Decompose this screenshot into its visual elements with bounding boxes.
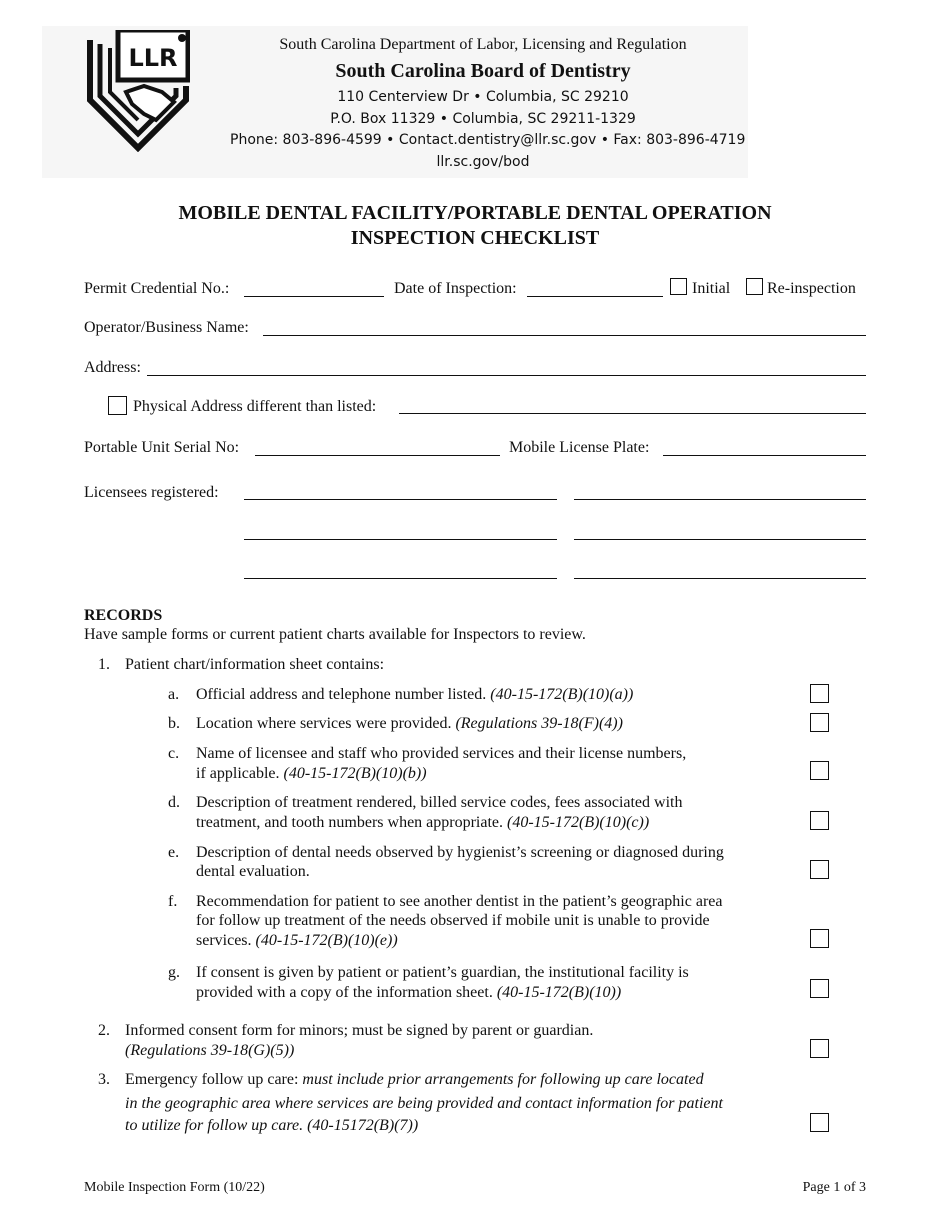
item-number: 3.	[98, 1071, 110, 1088]
sub-item-letter: d.	[168, 794, 180, 811]
item-text: Emergency follow up care: must include prior arrangements for following up care located	[125, 1071, 704, 1088]
serial-input[interactable]	[255, 455, 500, 456]
sub-item-text: treatment, and tooth numbers when appropriate. (40-15-172(B)(10)(c))	[196, 814, 650, 831]
licensee-input[interactable]	[244, 578, 557, 579]
sub-item-text: Recommendation for patient to see another dentist in the patient’s geographic area	[196, 893, 723, 910]
contact-info: Phone: 803-896-4599 • Contact.dentistry@llr.sc.gov • Fax: 803-896-4719	[230, 132, 746, 148]
address-input[interactable]	[147, 375, 866, 376]
sub-item-letter: g.	[168, 964, 180, 981]
check-a-checkbox[interactable]	[810, 684, 829, 703]
item-text: to utilize for follow up care. (40-15172(B)(7))	[125, 1117, 419, 1134]
form-id: Mobile Inspection Form (10/22)	[84, 1180, 265, 1195]
operator-label: Operator/Business Name:	[84, 319, 249, 336]
sub-item-text: for follow up treatment of the needs observed if mobile unit is unable to provide	[196, 912, 710, 929]
date-label: Date of Inspection:	[394, 280, 517, 297]
street-address: 110 Centerview Dr • Columbia, SC 29210	[337, 89, 629, 105]
initial-label: Initial	[692, 280, 731, 297]
permit-input[interactable]	[244, 296, 384, 297]
initial-checkbox[interactable]	[670, 278, 687, 295]
form-title-line1: MOBILE DENTAL FACILITY/PORTABLE DENTAL OPERATION	[178, 202, 772, 224]
form-title-line2: INSPECTION CHECKLIST	[350, 227, 600, 249]
item-number: 1.	[98, 656, 110, 673]
records-intro: Have sample forms or current patient charts available for Inspectors to review.	[84, 626, 586, 643]
item-text: Informed consent form for minors; must be signed by parent or guardian.	[125, 1022, 594, 1039]
reinspection-checkbox[interactable]	[746, 278, 763, 295]
logo-text: LLR	[128, 44, 178, 72]
licensee-input[interactable]	[574, 539, 866, 540]
sub-item-letter: b.	[168, 715, 180, 732]
sub-item-text: Official address and telephone number listed. (40-15-172(B)(10)(a))	[196, 686, 634, 703]
physical-address-input[interactable]	[399, 413, 866, 414]
check-g-checkbox[interactable]	[810, 979, 829, 998]
address-label: Address:	[84, 359, 141, 376]
sub-item-letter: e.	[168, 844, 180, 861]
records-heading: RECORDS	[84, 607, 163, 624]
check-item2-checkbox[interactable]	[810, 1039, 829, 1058]
plate-input[interactable]	[663, 455, 866, 456]
licensee-input[interactable]	[574, 578, 866, 579]
sub-item-letter: f.	[168, 893, 178, 910]
physical-address-checkbox[interactable]	[108, 396, 127, 415]
check-d-checkbox[interactable]	[810, 811, 829, 830]
check-e-checkbox[interactable]	[810, 860, 829, 879]
item-text: Patient chart/information sheet contains:	[125, 656, 385, 673]
permit-label: Permit Credential No.:	[84, 280, 230, 297]
licensees-label: Licensees registered:	[84, 484, 219, 501]
operator-input[interactable]	[263, 335, 866, 336]
sub-item-text: if applicable. (40-15-172(B)(10)(b))	[196, 765, 427, 782]
item-number: 2.	[98, 1022, 110, 1039]
item-text: in the geographic area where services are being provided and contact information for patient	[125, 1095, 723, 1112]
sub-item-text: If consent is given by patient or patient’s guardian, the institutional facility is	[196, 964, 689, 981]
po-box-address: P.O. Box 11329 • Columbia, SC 29211-1329	[330, 111, 636, 127]
serial-label: Portable Unit Serial No:	[84, 439, 240, 456]
website: llr.sc.gov/bod	[436, 154, 530, 170]
licensee-input[interactable]	[244, 539, 557, 540]
sub-item-text: provided with a copy of the information sheet. (40-15-172(B)(10))	[196, 984, 622, 1001]
sub-item-text: Name of licensee and staff who provided services and their license numbers,	[196, 745, 687, 762]
reinspection-label: Re-inspection	[767, 280, 856, 297]
llr-logo	[86, 30, 190, 152]
check-b-checkbox[interactable]	[810, 713, 829, 732]
licensee-input[interactable]	[574, 499, 866, 500]
sub-item-text: Description of dental needs observed by hygienist’s screening or diagnosed during	[196, 844, 724, 861]
check-item3-checkbox[interactable]	[810, 1113, 829, 1132]
sub-item-text: Location where services were provided. (Regulations 39-18(F)(4))	[196, 715, 623, 732]
check-f-checkbox[interactable]	[810, 929, 829, 948]
sub-item-letter: c.	[168, 745, 180, 762]
sub-item-text: services. (40-15-172(B)(10)(e))	[196, 932, 398, 949]
licensee-input[interactable]	[244, 499, 557, 500]
board-name: South Carolina Board of Dentistry	[335, 60, 631, 82]
check-c-checkbox[interactable]	[810, 761, 829, 780]
sub-item-text: dental evaluation.	[196, 863, 310, 880]
sub-item-text: Description of treatment rendered, billed service codes, fees associated with	[196, 794, 683, 811]
page-number: Page 1 of 3	[802, 1180, 866, 1195]
date-input[interactable]	[527, 296, 663, 297]
plate-label: Mobile License Plate:	[509, 439, 650, 456]
physical-address-label: Physical Address different than listed:	[133, 398, 377, 415]
department-name: South Carolina Department of Labor, Licensing and Regulation	[279, 36, 687, 53]
sub-item-letter: a.	[168, 686, 180, 703]
item-citation: (Regulations 39-18(G)(5))	[125, 1042, 295, 1059]
